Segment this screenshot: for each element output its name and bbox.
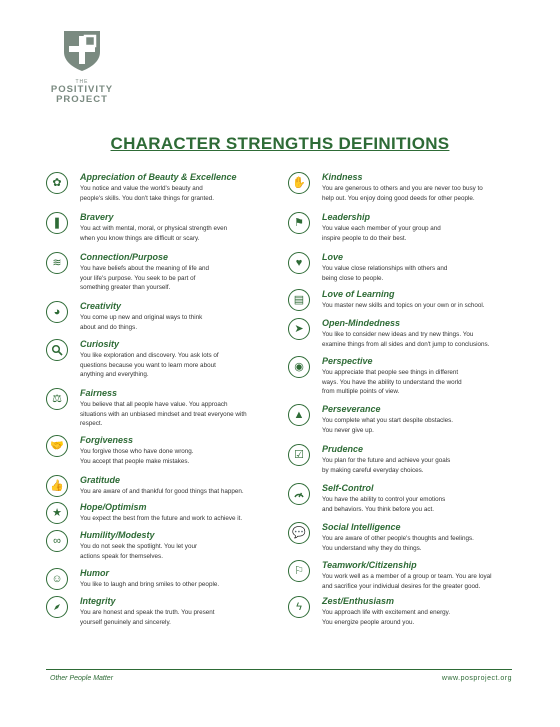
logo: [42, 28, 122, 105]
strength-name: Appreciation of Beauty & Excellence: [80, 172, 237, 182]
checkbox-icon: ☑: [288, 444, 310, 466]
handshake-icon: 🤝: [46, 435, 68, 457]
eye-icon: ◉: [288, 356, 310, 378]
paper-plane-icon: ➤: [288, 318, 310, 340]
strength-name: Love: [322, 252, 344, 262]
strength-desc: You plan for the future and achieve your goals by making careful everyday choices.: [322, 457, 451, 474]
logo-line2: PROJECT: [56, 94, 108, 105]
star-icon: ★: [46, 502, 68, 524]
strength-desc: You believe that all people have value. You approach situations with an unbiased mindset and treat everyone with respect.: [80, 401, 247, 427]
strength-name: Prudence: [322, 444, 364, 454]
strength-name: Integrity: [80, 596, 116, 606]
strength-name: Zest/Enthusiasm: [322, 596, 395, 606]
strength-name: Humor: [80, 568, 109, 578]
chat-bubbles-icon: 💬: [288, 522, 310, 544]
strength-desc: You do not seek the spotlight. You let your actions speak for themselves.: [80, 543, 198, 560]
strength-name: Curiosity: [80, 339, 120, 349]
strength-desc: You like to laugh and bring smiles to other people.: [80, 581, 220, 588]
strength-desc: You come up new and original ways to think about and do things.: [80, 314, 203, 331]
compass-icon: [46, 596, 68, 618]
footer-divider: [46, 669, 512, 670]
smiley-icon: ☺: [46, 568, 68, 590]
medal-icon: ❚: [46, 212, 68, 234]
strength-desc: You have the ability to control your emotions and behaviors. You think before you act.: [322, 496, 446, 513]
strength-desc: You appreciate that people see things in different ways. You have the ability to understand the world from multiple points of view.: [322, 369, 462, 395]
strength-name: Humility/Modesty: [80, 530, 155, 540]
strength-name: Self-Control: [322, 483, 374, 493]
strength-name: Hope/Optimism: [80, 502, 147, 512]
strength-name: Bravery: [80, 212, 114, 222]
mountain-icon: ▲: [288, 404, 310, 426]
strength-desc: You master new skills and topics on your own or in school.: [322, 302, 485, 309]
footer-website: www.posproject.org: [441, 675, 512, 682]
strength-name: Leadership: [322, 212, 371, 222]
strength-name: Creativity: [80, 301, 122, 311]
logo-the: THE: [75, 79, 89, 85]
strength-desc: You like exploration and discovery. You ask lots of questions because you want to learn more about anything and everything.: [80, 352, 219, 378]
strength-name: Connection/Purpose: [80, 252, 169, 262]
strength-name: Open-Mindedness: [322, 318, 401, 328]
strength-name: Love of Learning: [322, 289, 395, 299]
strength-desc: You notice and value the world's beauty and people's skills. You don't take things for granted.: [80, 185, 215, 202]
logo-line1: POSITIVITY: [50, 84, 114, 95]
strength-desc: You are aware of and thankful for good things that happen.: [80, 488, 244, 495]
thumbs-up-icon: 👍: [46, 475, 68, 497]
strength-desc: You act with mental, moral, or physical strength even when you know things are difficult or scary.: [80, 225, 228, 242]
footer-tagline: Other People Matter: [50, 675, 114, 682]
page-title: CHARACTER STRENGTHS DEFINITIONS: [110, 134, 450, 153]
strength-name: Fairness: [80, 388, 118, 398]
strength-name: Perspective: [322, 356, 373, 366]
palette-icon: ◕: [46, 301, 68, 323]
giving-hand-icon: ✋: [288, 172, 310, 194]
strength-desc: You like to consider new ideas and try new things. You examine things from all sides and don't jump to conclusions.: [322, 331, 490, 348]
flower-icon: ✿: [46, 172, 68, 194]
link-icon: ∞: [46, 530, 68, 552]
strength-name: Gratitude: [80, 475, 121, 485]
strength-name: Perseverance: [322, 404, 381, 414]
gauge-icon: [288, 483, 310, 505]
strength-desc: You expect the best from the future and work to achieve it.: [80, 515, 243, 522]
strength-desc: You work well as a member of a group or team. You are loyal and sacrifice your individual desires for the greater good.: [322, 573, 492, 590]
lightning-icon: ϟ: [288, 596, 310, 618]
magnifier-icon: [46, 339, 68, 361]
waves-icon: ≋: [46, 252, 68, 274]
strength-desc: You complete what you start despite obstacles. You never give up.: [322, 417, 454, 434]
strength-desc: You have beliefs about the meaning of life and your life's purpose. You seek to be part of something greater than yourself.: [80, 265, 209, 291]
strength-name: Social Intelligence: [322, 522, 401, 532]
flag-icon: ⚑: [288, 212, 310, 234]
strength-desc: You value close relationships with others and being close to people.: [322, 265, 448, 282]
team-flag-icon: ⚐: [288, 560, 310, 582]
scales-icon: ⚖: [46, 388, 68, 410]
strength-name: Kindness: [322, 172, 363, 182]
book-icon: ▤: [288, 289, 310, 311]
shield-plus-icon: [60, 28, 104, 72]
strength-desc: You value each member of your group and inspire people to do their best.: [322, 225, 441, 242]
strength-desc: You are honest and speak the truth. You present yourself genuinely and sincerely.: [80, 609, 215, 626]
heart-icon: ♥: [288, 252, 310, 274]
strength-name: Teamwork/Citizenship: [322, 560, 417, 570]
strength-desc: You are generous to others and you are never too busy to help out. You enjoy doing good deeds for other people.: [322, 185, 483, 202]
strength-desc: You forgive those who have done wrong. You accept that people make mistakes.: [80, 448, 194, 465]
strength-name: Forgiveness: [80, 435, 134, 445]
strength-desc: You are aware of other people's thoughts and feelings. You understand why they do things.: [322, 535, 474, 552]
strength-desc: You approach life with excitement and energy. You energize people around you.: [322, 609, 451, 626]
